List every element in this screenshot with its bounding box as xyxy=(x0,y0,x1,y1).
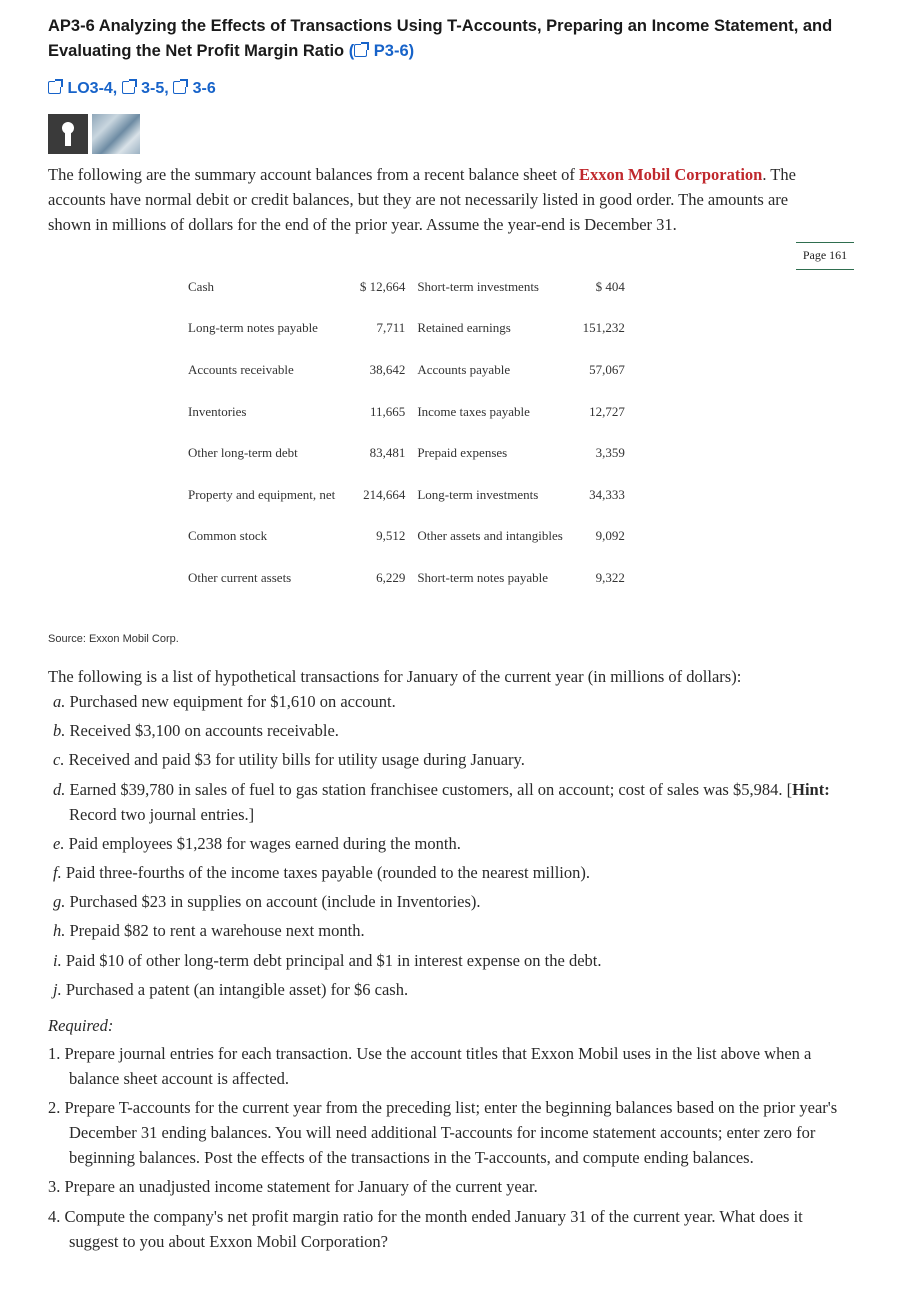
item-letter: e. xyxy=(53,833,65,853)
account-name: Other current assets xyxy=(188,569,292,585)
item-text: Record two journal entries.] xyxy=(69,804,255,824)
account-value: 34,333 xyxy=(589,486,625,502)
list-item xyxy=(48,718,853,743)
item-text: Received and paid $3 for utility bills for utility usage during January. xyxy=(68,750,525,770)
item-letter: f. xyxy=(53,862,62,882)
p3-6-link[interactable]: ( P3-6) xyxy=(348,42,415,60)
table-row xyxy=(182,432,631,474)
account-name: Income taxes payable xyxy=(417,403,530,419)
item-letter: b. xyxy=(53,721,66,741)
item-text: Purchased new equipment for $1,610 on account. xyxy=(69,692,396,711)
table-row xyxy=(182,308,631,350)
table-row xyxy=(182,349,631,391)
intro-paragraph: The following are the summary account balances from a recent balance sheet of Exxon Mobil Corporation. The accounts have normal debit or credit balances, but they are not necessarily listed in good order. The amounts are shown in millions of dollars for the end of the prior year. Assume the year-end is December 31. xyxy=(48,165,796,234)
item-letter: c. xyxy=(53,750,65,770)
account-value: 9,322 xyxy=(595,569,625,585)
account-name: Inventories xyxy=(188,403,247,419)
list-item xyxy=(48,1095,848,1170)
account-name: Cash xyxy=(188,278,214,294)
account-value: 57,067 xyxy=(589,361,625,377)
account-value: 3,359 xyxy=(595,445,625,461)
key-icon xyxy=(48,114,88,154)
item-letter: h. xyxy=(53,921,66,941)
learning-objectives xyxy=(48,78,216,100)
external-link-icon xyxy=(173,81,186,94)
external-link-icon xyxy=(354,44,367,57)
transactions-list xyxy=(48,689,853,1006)
account-name: Property and equipment, net xyxy=(188,486,336,502)
item-text: Paid $10 of other long-term debt principal and $1 in interest expense on the debt. xyxy=(65,950,602,970)
lo-link-1[interactable]: LO3-4, xyxy=(48,80,117,97)
account-value: 151,232 xyxy=(582,320,625,336)
account-value: 11,665 xyxy=(370,403,406,419)
table-row xyxy=(182,266,631,308)
hint-label: Hint: xyxy=(792,779,830,799)
account-value: $ 404 xyxy=(595,278,625,294)
account-name: Short-term notes payable xyxy=(417,569,548,585)
account-value: 9,092 xyxy=(595,528,625,544)
account-name: Prepaid expenses xyxy=(417,445,508,461)
item-text: Received $3,100 on accounts receivable. xyxy=(69,721,339,741)
account-value: 6,229 xyxy=(376,569,406,585)
transactions-intro: The following is a list of hypothetical transactions for January of the current year (in millions of dollars): xyxy=(48,667,742,686)
account-value: 12,727 xyxy=(589,403,625,419)
problem-icons xyxy=(48,114,140,154)
account-name: Long-term notes payable xyxy=(188,320,318,336)
item-text: Prepare T-accounts for the current year from the preceding list; enter the beginning balances based on the prior year's December 31 ending balances. You will need additional T-accounts for income statement accounts; enter zero for beginning balances. Post the effects of the transactions in the T-accounts, and compute ending balances. xyxy=(64,1098,838,1168)
list-item xyxy=(48,1204,848,1254)
lo-link-2[interactable]: 3-5, xyxy=(122,80,169,97)
account-value: $ 12,664 xyxy=(359,278,406,294)
required-label: Required: xyxy=(48,1016,114,1035)
required-list xyxy=(48,1041,848,1258)
account-name: Common stock xyxy=(188,528,268,544)
list-item xyxy=(48,747,853,772)
item-text: Prepare an unadjusted income statement for January of the current year. xyxy=(64,1177,538,1197)
item-letter: i. xyxy=(53,950,62,970)
table-row xyxy=(182,516,631,558)
item-letter: j. xyxy=(53,979,62,999)
list-item xyxy=(48,777,853,827)
item-number: 4. xyxy=(48,1206,61,1226)
table-row xyxy=(182,391,631,433)
table-row xyxy=(182,474,631,516)
item-number: 3. xyxy=(48,1177,61,1197)
problem-title: AP3-6 Analyzing the Effects of Transactions Using T-Accounts, Preparing an Income Statement, and Evaluating the Net Profit Margin Ratio ( P3-6) xyxy=(48,17,833,60)
list-item xyxy=(48,1041,848,1091)
account-value: 7,711 xyxy=(376,320,406,336)
list-item xyxy=(48,689,853,714)
account-value: 83,481 xyxy=(369,445,406,461)
list-item xyxy=(48,977,853,1002)
table-row xyxy=(182,557,631,599)
item-letter: a. xyxy=(53,692,66,711)
account-name: Retained earnings xyxy=(417,320,511,336)
list-item xyxy=(48,918,853,943)
item-number: 1. xyxy=(48,1044,61,1063)
item-text: Prepare journal entries for each transaction. Use the account titles that Exxon Mobil uses in the list above when a balance sheet account is affected. xyxy=(64,1044,812,1088)
item-text: Prepaid $82 to rent a warehouse next month. xyxy=(69,921,365,941)
lo-link-3[interactable]: 3-6 xyxy=(173,80,216,97)
money-image-icon xyxy=(92,114,140,154)
account-name: Short-term investments xyxy=(417,278,539,294)
account-value: 9,512 xyxy=(376,528,406,544)
account-name: Long-term investments xyxy=(417,486,539,502)
source-note: Source: Exxon Mobil Corp. xyxy=(48,633,179,645)
account-name: Other assets and intangibles xyxy=(417,528,563,544)
item-text: Compute the company's net profit margin ratio for the month ended January 31 of the current year. What does it suggest to you about Exxon Mobil Corporation? xyxy=(64,1206,803,1251)
item-letter: d. xyxy=(53,779,66,799)
list-item xyxy=(48,948,853,973)
account-value: 38,642 xyxy=(369,361,406,377)
item-letter: g. xyxy=(53,892,66,912)
page-marker: Page 161 xyxy=(796,242,854,270)
item-text: Paid three-fourths of the income taxes payable (rounded to the nearest million). xyxy=(65,862,591,882)
external-link-icon xyxy=(122,81,135,94)
item-text: Purchased a patent (an intangible asset) for $6 cash. xyxy=(65,979,409,999)
list-item xyxy=(48,831,853,856)
company-name: Exxon Mobil Corporation xyxy=(578,165,763,184)
account-value: 214,664 xyxy=(363,486,406,502)
item-number: 2. xyxy=(48,1098,61,1118)
account-name: Other long-term debt xyxy=(188,445,298,461)
list-item xyxy=(48,860,853,885)
account-name: Accounts payable xyxy=(417,361,511,377)
item-text: Earned $39,780 in sales of fuel to gas station franchisee customers, all on account; cost of sales was $5,984. [ xyxy=(69,779,793,799)
external-link-icon xyxy=(48,81,61,94)
list-item xyxy=(48,889,853,914)
item-text: Paid employees $1,238 for wages earned during the month. xyxy=(68,833,461,853)
balance-table xyxy=(182,266,631,599)
list-item xyxy=(48,1174,848,1199)
account-name: Accounts receivable xyxy=(188,361,294,377)
item-text: Purchased $23 in supplies on account (include in Inventories). xyxy=(69,892,481,912)
